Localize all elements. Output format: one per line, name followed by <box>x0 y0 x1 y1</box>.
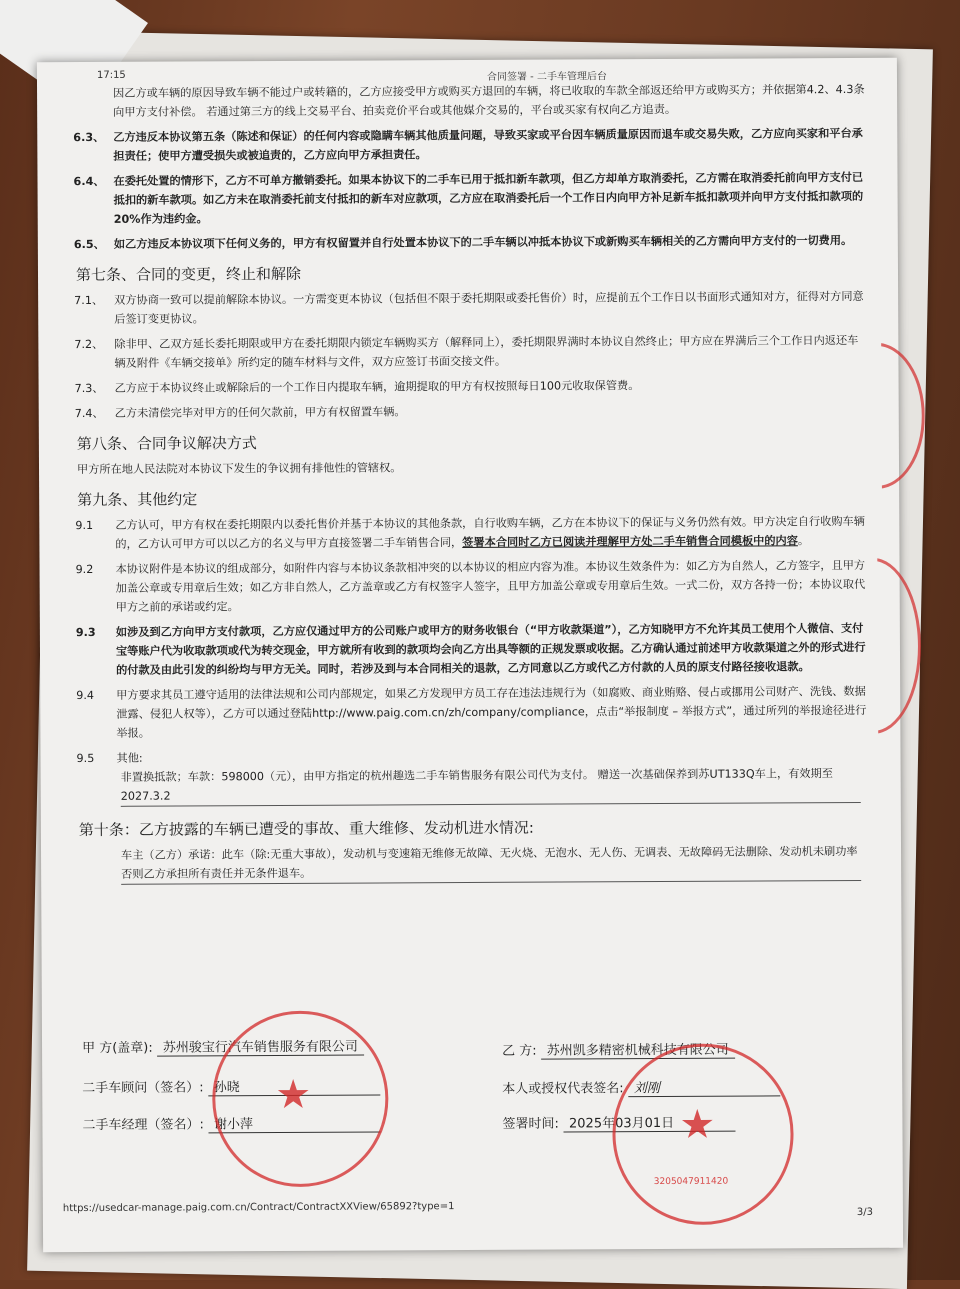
section-7-title: 第七条、合同的变更，终止和解除 <box>75 264 302 285</box>
clause-7-4: 7.4、 乙方未清偿完毕对甲方的任何欠款前，甲方有权留置车辆。 <box>74 405 406 421</box>
contract-page <box>37 58 903 1252</box>
section-10-title: 第十条：乙方披露的车辆已遭受的事故、重大维修、发动机进水情况: <box>78 818 535 840</box>
seal-star-icon: ★ <box>679 1101 716 1148</box>
print-title: 合同签署 - 二手车管理后台 <box>486 71 607 83</box>
contract-body <box>67 80 871 885</box>
clause-9-2: 9.2 本协议附件是本协议的组成部分，如附件内容与本协议条款相冲突的以本协议的相应内容为准。本协议生效条件为：如乙方为自然人，乙方签字，且甲方加盖公章或专用章后生效；如乙方非自然人，乙方盖章或乙方有权签字人签字，且甲方加盖公章或专用章后生效。一式二份，双方各持一份；本协议取代甲方之前的承诺或约定。 <box>75 558 866 614</box>
print-url: https://usedcar-manage.paig.com.cn/Contract/ContractXXView/65892?type=1 <box>62 1201 455 1215</box>
clause-9-4: 9.4 甲方要求其员工遵守适用的法律法规和公司内部规定，如果乙方发现甲方员工存在违法违规行为（如腐败、商业贿赂、侵占或挪用公司财产、洗钱、数据泄露、侵犯人权等），乙方可以通过登陆http://www.paig.com.cn/zh/company/compliance，点击“举报制度 – 举报方式”，通过所列的举报途径进行举报。 <box>76 684 867 740</box>
clause-7-2: 7.2、 除非甲、乙双方延长委托期限或甲方在委托期限内锁定车辆购买方（解释同上），委托期限界满时本协议自然终止；甲方应在界满后三个工作日内返还车辆及附件《车辆交接单》所约定的随车材料与文件，双方应签订书面交接文件。 <box>74 333 859 370</box>
intro-paragraph: 因乙方或车辆的原因导致车辆不能过户或转籍的，乙方应接受甲方或购买方退回的车辆，将已收取的车款全部返还给甲方或购买方；并依据第4.2、4.3条向甲方支付补偿。 若通过第三方的线上交易平台、拍卖竞价平台或其他媒介交易的，平台或买家有权向乙方追责。 <box>113 82 865 119</box>
clause-9-3: 9.3 如涉及到乙方向甲方支付款项，乙方应仅通过甲方的公司账户或甲方的财务收银台（“甲方收款渠道”），乙方知晓甲方不允许其员工使用个人微信、支付宝等账户代为收取款项或代为转交现金，甲方就所有收到的款项均会向乙方出具等额的正规发票或收据。乙方确认通过前述甲方收款渠道之外的形式进行的付款及由此引发的纠纷均与甲方无关。同时，若涉及到与本合同相关的退款，乙方同意以乙方或代乙方付款的人员的原支付路径接收退款。 <box>75 621 866 677</box>
party-b-name: 苏州凯多精密机械科技有限公司 <box>541 1039 735 1060</box>
clause-6-5: 6.5、 如乙方违反本协议项下任何义务的，甲方有权留置并自行处置本协议下的二手车辆以冲抵本协议下或新购买车辆相关的乙方需向甲方支付的一切费用。 <box>73 233 853 252</box>
advisor-row: 二手车顾问（签名）: 孙晓 <box>82 1075 380 1097</box>
page-number: 3/3 <box>856 1206 873 1218</box>
clause-9-5: 9.5 其他: <box>76 751 143 766</box>
party-a-seal <box>212 1010 389 1187</box>
clause-6-4: 6.4、 在委托处置的情形下，乙方不可单方撤销委托。如果本协议下的二手车已用于抵扣新车款项，但乙方却单方取消委托，乙方需在取消委托前向甲方支付已抵扣的新车款项。如乙方未在取消委托前支付抵扣的新车对应款项，乙方应在取消委托后一个工作日内向甲方补足新车抵扣款项并向甲方支付抵扣款项的20%作为违约金。 <box>73 170 864 226</box>
party-a-name: 苏州骏宝行汽车销售服务有限公司 <box>157 1036 364 1057</box>
sign-date: 2025年03月01日 <box>563 1112 735 1133</box>
rep-signature: 刘刚 <box>628 1076 780 1097</box>
party-a-row: 甲 方(盖章): 苏州骏宝行汽车销售服务有限公司 <box>82 1036 364 1057</box>
print-header <box>96 66 857 83</box>
party-b-seal <box>612 1043 794 1225</box>
clause-7-3: 7.3、 乙方应于本协议终止或解除后的一个工作日内提取车辆，逾期提取的甲方有权按照每日100元收取保管费。 <box>74 379 640 396</box>
section-8-title: 第八条、合同争议解决方式 <box>76 434 257 454</box>
manager-signature: 谢小萍 <box>208 1112 380 1133</box>
manager-row: 二手车经理（签名）: 谢小萍 <box>82 1112 380 1134</box>
section-9-title: 第九条、其他约定 <box>77 490 198 510</box>
clause-9-5-text: 非置换抵款；车款：598000（元），由甲方指定的杭州趣选二手车销售服务有限公司代为支付。 赠送一次基础保养到苏UT133Q车上，有效期至2027.3.2 <box>121 764 861 807</box>
clause-7-1: 7.1、 双方协商一致可以提前解除本协议。一方需变更本协议（包括但不限于委托期限或委托售价）时，应提前五个工作日以书面形式通知对方，征得对方同意后签订变更协议。 <box>74 289 864 326</box>
rep-row: 本人或授权代表签名: 刘刚 <box>502 1076 780 1097</box>
clause-9-1: 9.1 乙方认可，甲方有权在委托期限内以委托售价并基于本协议的其他条款，自行收购车辆，乙方在本协议下的保证与义务仍然有效。甲方决定自行收购车辆的，乙方认可甲方可以以乙方的名义与甲方直接签署二手车销售合同，签署本合同时乙方已阅读并理解甲方处二手车销售合同模板中的内容。 <box>75 514 865 551</box>
seal-star-icon: ★ <box>275 1071 312 1119</box>
print-time: 17:15 <box>96 69 126 81</box>
date-row: 签署时间: 2025年03月01日 <box>502 1112 735 1133</box>
clause-6-3: 6.3、 乙方违反本协议第五条（陈述和保证）的任何内容或隐瞒车辆其他质量问题，导致买家或平台因车辆质量原因而退车或交易失败，乙方应向买家和平台承担责任；使甲方遭受损失或被追责的，乙方应向甲方承担责任。 <box>73 126 863 163</box>
section-10-text: 车主（乙方）承诺：此车（除:无重大事故），发动机与变速箱无维修无故障、无火烧、无泡水、无人伤、无调表、无故障码无法删除、发动机未刷功率否则乙方承担所有责任并无条件退车。 <box>121 842 861 885</box>
party-b-row: 乙 方: 苏州凯多精密机械科技有限公司 <box>502 1039 735 1060</box>
section-8-text: 甲方所在地人民法院对本协议下发生的争议拥有排他性的管辖权。 <box>76 461 402 477</box>
seal-code: 3205047911420 <box>653 1176 729 1188</box>
advisor-signature: 孙晓 <box>208 1075 380 1096</box>
